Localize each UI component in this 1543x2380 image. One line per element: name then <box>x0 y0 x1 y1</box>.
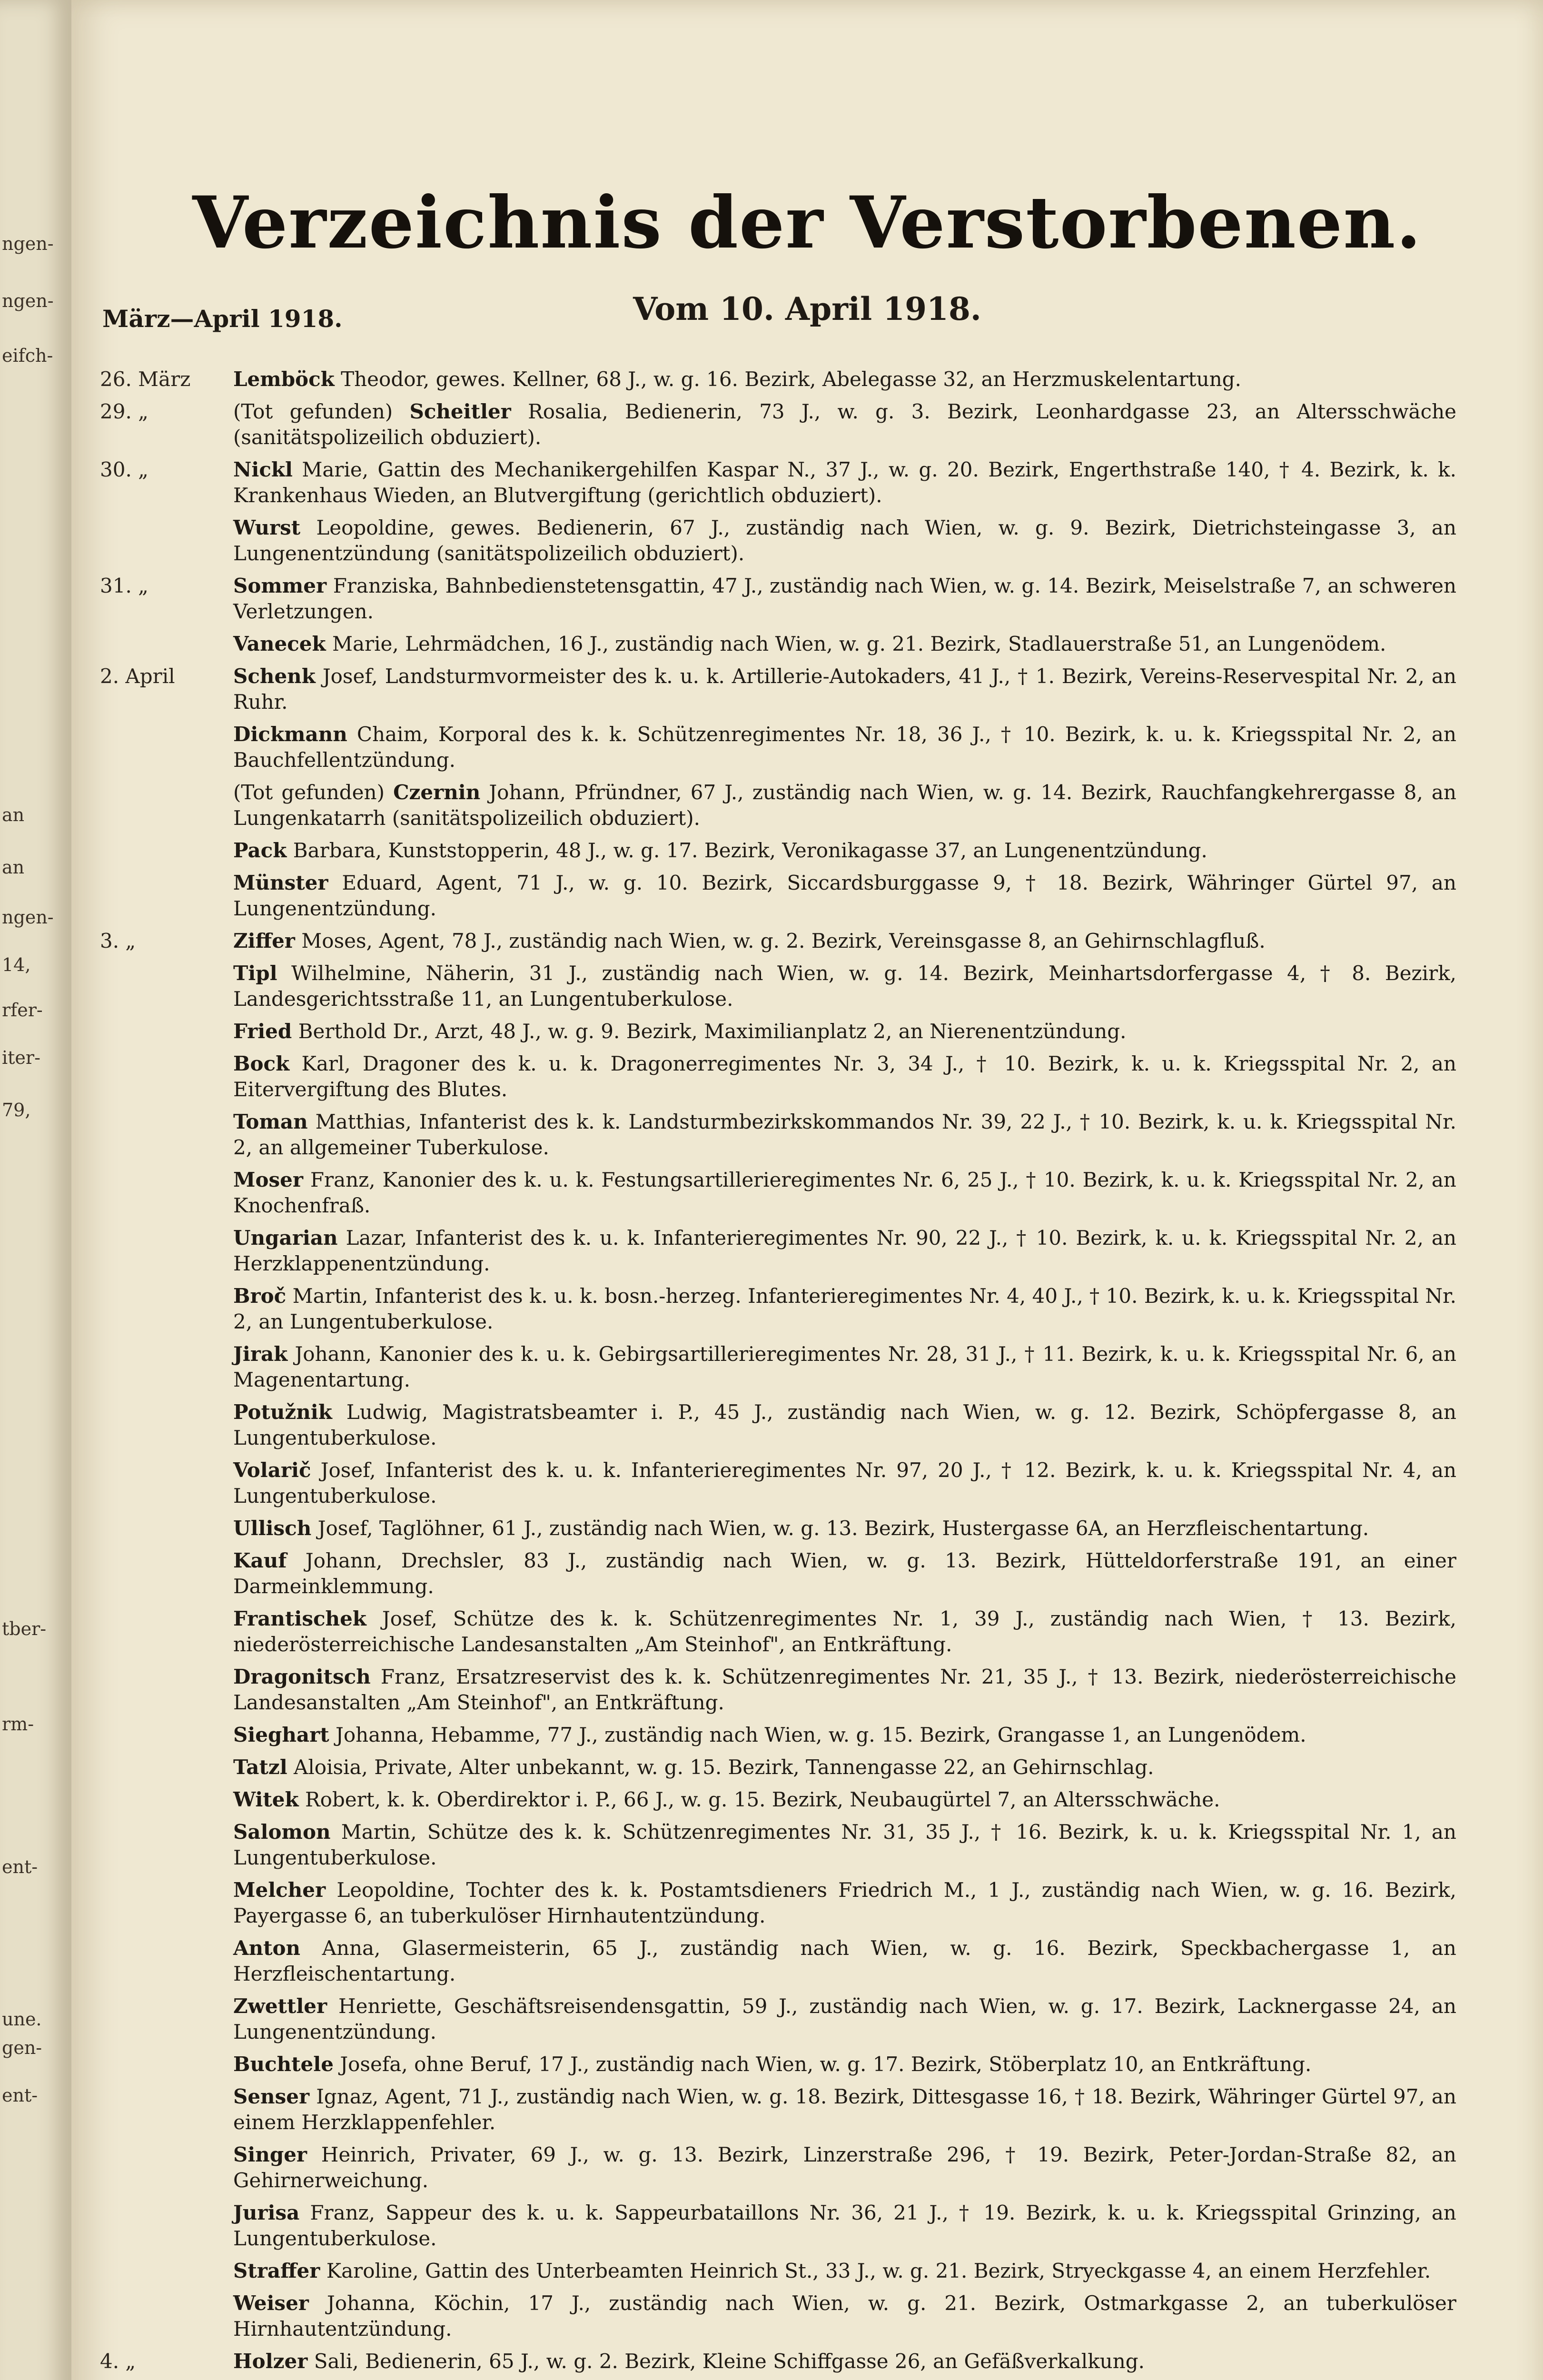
entry-details: Karoline, Gattin des Unterbeamten Heinrich St., 33 J., w. g. 21. Bezirk, Stryeckgasse 4, an einem Herzfehler. <box>326 2259 1431 2282</box>
register-entry <box>100 515 1456 566</box>
entry-text <box>233 1548 1456 1599</box>
deceased-surname: Dickmann <box>233 723 347 746</box>
prev-page-fragment: tber- <box>2 1618 47 1639</box>
entry-text <box>233 1787 1456 1813</box>
deceased-surname: Vanecek <box>233 632 326 655</box>
prev-page-fragment: 14, <box>2 954 31 975</box>
entry-text <box>233 961 1456 1012</box>
entry-text <box>233 573 1456 625</box>
register-entry <box>100 1458 1456 1509</box>
entry-date: 29. „ <box>100 400 148 423</box>
entry-text <box>233 2291 1456 2342</box>
deceased-surname: Volarič <box>233 1458 311 1482</box>
entry-details: Franz, Ersatzreservist des k. k. Schützenregimentes Nr. 21, 35 J., † 13. Bezirk, niederösterreichische Landesanstalten „Am Steinhof", an Entkräftung. <box>233 1665 1456 1714</box>
register-entry <box>100 1341 1456 1393</box>
death-register-list <box>100 367 1456 2380</box>
entry-text <box>233 1993 1456 2045</box>
deceased-surname: Münster <box>233 871 328 894</box>
deceased-surname: Holzer <box>233 2350 308 2373</box>
deceased-surname: Ziffer <box>233 929 295 952</box>
register-entry <box>100 2349 1456 2374</box>
deceased-surname: Zwettler <box>233 1994 327 2018</box>
deceased-surname: Weiser <box>233 2291 309 2315</box>
entry-text <box>233 1935 1456 1987</box>
register-entry <box>100 367 1456 392</box>
deceased-surname: Jirak <box>233 1342 288 1366</box>
register-entry <box>100 838 1456 863</box>
entry-text <box>233 1606 1456 1657</box>
prev-page-fragment: ngen- <box>2 907 54 928</box>
entry-details: Leopoldine, gewes. Bedienerin, 67 J., zuständig nach Wien, w. g. 9. Bezirk, Dietrichsteingasse 3, an Lungenentzündung (sanitätspolizeilich obduziert). <box>233 516 1456 565</box>
deceased-surname: Melcher <box>233 1878 326 1902</box>
deceased-surname: Nickl <box>233 458 293 481</box>
prev-page-fragment: an <box>2 857 25 878</box>
entry-details: Henriette, Geschäftsreisendensgattin, 59 J., zuständig nach Wien, w. g. 17. Bezirk, Lacknergasse 24, an Lungenentzündung. <box>233 1994 1456 2043</box>
entry-text <box>233 1167 1456 1219</box>
entry-text <box>233 664 1456 715</box>
entry-details: Barbara, Kunststopperin, 48 J., w. g. 17. Bezirk, Veronikagasse 37, an Lungenentzündung. <box>293 839 1207 862</box>
entry-details: Johanna, Hebamme, 77 J., zuständig nach Wien, w. g. 15. Bezirk, Grangasse 1, an Lungenödem. <box>336 1723 1306 1746</box>
register-entry <box>100 1283 1456 1335</box>
document-page <box>71 0 1543 2380</box>
entry-details: Robert, k. k. Oberdirektor i. P., 66 J., w. g. 15. Bezirk, Neubaugürtel 7, an Altersschwäche. <box>305 1788 1220 1811</box>
deceased-surname: Straffer <box>233 2259 320 2282</box>
prev-page-fragment: ngen- <box>2 233 54 254</box>
entry-details: Leopoldine, Tochter des k. k. Postamtsdieners Friedrich M., 1 J., zuständig nach Wien, w. g. 16. Bezirk, Payergasse 6, an tuberkulöser Hirnhautentzündung. <box>233 1878 1457 1927</box>
entry-details: Wilhelmine, Näherin, 31 J., zuständig nach Wien, w. g. 14. Bezirk, Meinhartsdorfergasse 4, † 8. Bezirk, Landesgerichtsstraße 11, an Lungentuberkulose. <box>233 962 1456 1011</box>
entry-details: Theodor, gewes. Kellner, 68 J., w. g. 16. Bezirk, Abelegasse 32, an Herzmuskelentartung. <box>341 367 1241 391</box>
entry-text <box>233 1341 1456 1393</box>
register-entry <box>100 1019 1456 1044</box>
deceased-surname: Salomon <box>233 1820 331 1844</box>
entry-text <box>233 1283 1456 1335</box>
entry-details: Karl, Dragoner des k. u. k. Dragonerregimentes Nr. 3, 34 J., † 10. Bezirk, k. u. k. Kriegsspital Nr. 2, an Eitervergiftung des Blutes. <box>233 1052 1456 1101</box>
deceased-surname: Ullisch <box>233 1517 312 1540</box>
register-entry <box>100 1755 1456 1780</box>
deceased-surname: Lemböck <box>233 367 335 391</box>
prev-page-fragment: rfer- <box>2 1000 43 1021</box>
register-entry <box>100 573 1456 625</box>
register-entry <box>100 2052 1456 2077</box>
deceased-surname: Scheitler <box>409 400 511 423</box>
entry-text <box>233 2349 1456 2374</box>
entry-details: Marie, Lehrmädchen, 16 J., zuständig nach Wien, w. g. 21. Bezirk, Stadlauerstraße 51, an Lungenödem. <box>332 632 1386 655</box>
entry-date: 31. „ <box>100 574 148 597</box>
entry-details: Franziska, Bahnbedienstetensgattin, 47 J., zuständig nach Wien, w. g. 14. Bezirk, Meiselstraße 7, an schweren Verletzungen. <box>233 574 1456 623</box>
entry-text <box>233 870 1456 922</box>
entry-details: Johanna, Köchin, 17 J., zuständig nach Wien, w. g. 21. Bezirk, Ostmarkgasse 2, an tuberkulöser Hirnhautentzündung. <box>233 2291 1456 2340</box>
entry-details: Chaim, Korporal des k. k. Schützenregimentes Nr. 18, 36 J., † 10. Bezirk, k. u. k. Kriegsspital Nr. 2, an Bauchfellentzündung. <box>233 723 1456 772</box>
deceased-surname: Jurisa <box>233 2201 300 2224</box>
register-entry <box>100 1516 1456 1541</box>
prev-page-fragment: 79, <box>2 1100 31 1121</box>
deceased-surname: Moser <box>233 1168 303 1191</box>
entry-details: Josef, Schütze des k. k. Schützenregimentes Nr. 1, 39 J., zuständig nach Wien, † 13. Bezirk, niederösterreichische Landesanstalten „Am Steinhof", an Entkräftung. <box>233 1607 1456 1656</box>
entry-details: Franz, Kanonier des k. u. k. Festungsartillerieregimentes Nr. 6, 25 J., † 10. Bezirk, k. u. k. Kriegsspital Nr. 2, an Knochenfraß. <box>233 1168 1456 1217</box>
register-entry <box>100 1819 1456 1871</box>
entry-text <box>233 1516 1456 1541</box>
entry-text <box>233 2258 1456 2284</box>
deceased-surname: Senser <box>233 2085 310 2108</box>
prev-page-fragment: ngen- <box>2 290 54 311</box>
register-entry <box>100 457 1456 508</box>
previous-page-edge <box>0 0 72 2380</box>
entry-text <box>233 1019 1456 1044</box>
entry-details: Josef, Landsturmvormeister des k. u. k. Artillerie-Autokaders, 41 J., † 1. Bezirk, Vereins-Reservespital Nr. 2, an Ruhr. <box>233 664 1457 714</box>
entry-text <box>233 1051 1456 1102</box>
entry-date: 2. April <box>100 664 175 688</box>
entry-details: Martin, Infanterist des k. u. k. bosn.-herzeg. Infanterieregimentes Nr. 4, 40 J., † 10. Bezirk, k. u. k. Kriegsspital Nr. 2, an Lungentuberkulose. <box>233 1284 1456 1333</box>
entry-details: Johann, Pfründner, 67 J., zuständig nach Wien, w. g. 14. Bezirk, Rauchfangkehrergasse 8, an Lungenkatarrh (sanitätspolizeilich obduziert). <box>233 781 1456 830</box>
deceased-surname: Toman <box>233 1110 308 1133</box>
entry-details: Franz, Sappeur des k. u. k. Sappeurbataillons Nr. 36, 21 J., † 19. Bezirk, k. u. k. Kriegsspital Grinzing, an Lungentuberkulose. <box>233 2201 1456 2250</box>
entry-text <box>233 2200 1456 2251</box>
register-entry <box>100 2200 1456 2251</box>
deceased-surname: Sommer <box>233 574 327 597</box>
entry-text <box>233 838 1456 863</box>
entry-details: Berthold Dr., Arzt, 48 J., w. g. 9. Bezirk, Maximilianplatz 2, an Nierenentzündung. <box>298 1020 1127 1043</box>
register-entry <box>100 1548 1456 1599</box>
entry-details: Marie, Gattin des Mechanikergehilfen Kaspar N., 37 J., w. g. 20. Bezirk, Engerthstraße 140, † 4. Bezirk, k. k. Krankenhaus Wieden, an Blutvergiftung (gerichtlich obduziert). <box>233 458 1456 507</box>
register-entry <box>100 1225 1456 1277</box>
entry-details: Matthias, Infanterist des k. k. Landsturmbezirkskommandos Nr. 39, 22 J., † 10. Bezirk, k. u. k. Kriegsspital Nr. 2, an allgemeiner Tuberkulose. <box>233 1110 1456 1159</box>
register-entry <box>100 961 1456 1012</box>
prev-page-fragment: eifch- <box>2 345 53 366</box>
page-title: Verzeichnis der Verstorbenen. <box>192 181 1422 265</box>
register-entry <box>100 1399 1456 1451</box>
entry-details: Johann, Drechsler, 83 J., zuständig nach Wien, w. g. 13. Bezirk, Hütteldorferstraße 191, an einer Darmeinklemmung. <box>233 1549 1456 1598</box>
prev-page-fragment: rm- <box>2 1714 34 1735</box>
register-entry <box>100 722 1456 773</box>
deceased-surname: Tatzl <box>233 1755 287 1779</box>
entry-text <box>233 399 1456 450</box>
prev-page-fragment: gen- <box>2 2037 42 2058</box>
entry-text <box>233 1819 1456 1871</box>
entry-text <box>233 1664 1456 1716</box>
entry-text <box>233 457 1456 508</box>
deceased-surname: Fried <box>233 1020 292 1043</box>
register-entry <box>100 399 1456 450</box>
deceased-surname: Buchtele <box>233 2053 334 2076</box>
entry-text <box>233 631 1456 657</box>
entry-details: Ignaz, Agent, 71 J., zuständig nach Wien, w. g. 18. Bezirk, Dittesgasse 16, † 18. Bezirk, Währinger Gürtel 97, an einem Herzklappenfehler. <box>233 2085 1456 2134</box>
deceased-surname: Witek <box>233 1788 299 1811</box>
prev-page-fragment: an <box>2 804 25 825</box>
register-entry <box>100 664 1456 715</box>
entry-details: Martin, Schütze des k. k. Schützenregimentes Nr. 31, 35 J., † 16. Bezirk, k. u. k. Kriegsspital Nr. 1, an Lungentuberkulose. <box>233 1820 1456 1869</box>
register-entry <box>100 1109 1456 1160</box>
entry-details: Moses, Agent, 78 J., zuständig nach Wien, w. g. 2. Bezirk, Vereinsgasse 8, an Gehirnschlagfluß. <box>301 929 1266 952</box>
deceased-surname: Dragonitsch <box>233 1665 371 1688</box>
register-entry <box>100 631 1456 657</box>
entry-details: Johann, Kanonier des k. u. k. Gebirgsartillerieregimentes Nr. 28, 31 J., † 11. Bezirk, k. u. k. Kriegsspital Nr. 6, an Magenentartung. <box>233 1342 1456 1391</box>
entry-details: Ludwig, Magistratsbeamter i. P., 45 J., zuständig nach Wien, w. g. 12. Bezirk, Schöpfergasse 8, an Lungentuberkulose. <box>233 1400 1456 1449</box>
register-entry <box>100 2291 1456 2342</box>
register-entry <box>100 2084 1456 2135</box>
deceased-surname: Frantischek <box>233 1607 366 1630</box>
register-entry <box>100 1664 1456 1716</box>
entry-date: 3. „ <box>100 929 136 952</box>
register-entry <box>100 870 1456 922</box>
deceased-surname: Tipl <box>233 962 277 985</box>
register-entry <box>100 1051 1456 1102</box>
deceased-surname: Wurst <box>233 516 301 539</box>
entry-details: Lazar, Infanterist des k. u. k. Infanterieregimentes Nr. 90, 22 J., † 10. Bezirk, k. u. k. Kriegsspital Nr. 2, an Herzklappenentzündung. <box>233 1226 1456 1275</box>
entry-details: Josefa, ohne Beruf, 17 J., zuständig nach Wien, w. g. 17. Bezirk, Stöberplatz 10, an Entkräftung. <box>340 2053 1312 2076</box>
entry-text <box>233 1722 1456 1748</box>
entry-text <box>233 1109 1456 1160</box>
entry-details: Eduard, Agent, 71 J., w. g. 10. Bezirk, Siccardsburggasse 9, † 18. Bezirk, Währinger Gürtel 97, an Lungenentzündung. <box>233 871 1456 920</box>
entry-text <box>233 2052 1456 2077</box>
entry-details: Sali, Bedienerin, 65 J., w. g. 2. Bezirk, Kleine Schiffgasse 26, an Gefäßverkalkung. <box>314 2350 1145 2373</box>
entry-details: Josef, Taglöhner, 61 J., zuständig nach Wien, w. g. 13. Bezirk, Hustergasse 6A, an Herzfleischentartung. <box>317 1517 1369 1540</box>
entry-text <box>233 1877 1456 1929</box>
entry-date: 30. „ <box>100 458 148 481</box>
deceased-surname: Czernin <box>393 781 481 804</box>
entry-date: 4. „ <box>100 2350 136 2373</box>
deceased-surname: Bock <box>233 1052 290 1075</box>
register-entry <box>100 1606 1456 1657</box>
prev-page-fragment: iter- <box>2 1047 40 1068</box>
register-entry <box>100 780 1456 831</box>
deceased-surname: Kauf <box>233 1549 287 1572</box>
entry-details: Aloisia, Private, Alter unbekannt, w. g. 15. Bezirk, Tannengasse 22, an Gehirnschlag. <box>294 1755 1154 1779</box>
prev-page-fragment: une. <box>2 2009 42 2030</box>
entry-text <box>233 928 1456 954</box>
deceased-surname: Broč <box>233 1284 287 1308</box>
entry-text <box>233 367 1456 392</box>
entry-details: Josef, Infanterist des k. u. k. Infanterieregimentes Nr. 97, 20 J., † 12. Bezirk, k. u. k. Kriegsspital Nr. 4, an Lungentuberkulose. <box>233 1458 1456 1507</box>
register-entry <box>100 2142 1456 2193</box>
register-entry <box>100 1787 1456 1813</box>
entry-text <box>233 780 1456 831</box>
entry-prefix: (Tot gefunden) <box>233 400 393 423</box>
prev-page-fragment: ent- <box>2 1856 38 1877</box>
deceased-surname: Singer <box>233 2143 307 2166</box>
entry-text <box>233 1225 1456 1277</box>
entry-text <box>233 722 1456 773</box>
entry-text <box>233 1399 1456 1451</box>
entry-prefix: (Tot gefunden) <box>233 781 385 804</box>
entry-details: Anna, Glasermeisterin, 65 J., zuständig nach Wien, w. g. 16. Bezirk, Speckbachergasse 1, an Herzfleischentartung. <box>233 1936 1456 1985</box>
deceased-surname: Sieghart <box>233 1723 329 1746</box>
register-entry <box>100 928 1456 954</box>
issue-date-heading: Vom 10. April 1918. <box>633 290 981 327</box>
deceased-surname: Anton <box>233 1936 301 1960</box>
entry-details: Rosalia, Bedienerin, 73 J., w. g. 3. Bezirk, Leonhardgasse 23, an Altersschwäche (sanitätspolizeilich obduziert). <box>233 400 1456 449</box>
prev-page-fragment: ent- <box>2 2085 38 2106</box>
register-entry <box>100 1935 1456 1987</box>
register-entry <box>100 1722 1456 1748</box>
entry-text <box>233 2142 1456 2193</box>
entry-text <box>233 2084 1456 2135</box>
register-entry <box>100 2258 1456 2284</box>
date-range-heading: März—April 1918. <box>102 305 343 333</box>
entry-text <box>233 1755 1456 1780</box>
deceased-surname: Schenk <box>233 664 316 688</box>
deceased-surname: Ungarian <box>233 1226 338 1250</box>
register-entry <box>100 1167 1456 1219</box>
entry-details: Heinrich, Privater, 69 J., w. g. 13. Bezirk, Linzerstraße 296, † 19. Bezirk, Peter-Jordan-Straße 82, an Gehirnerweichung. <box>233 2143 1456 2192</box>
entry-text <box>233 1458 1456 1509</box>
deceased-surname: Pack <box>233 839 287 862</box>
register-entry <box>100 1877 1456 1929</box>
entry-text <box>233 515 1456 566</box>
register-entry <box>100 1993 1456 2045</box>
deceased-surname: Potužnik <box>233 1400 332 1424</box>
entry-date: 26. März <box>100 367 191 391</box>
